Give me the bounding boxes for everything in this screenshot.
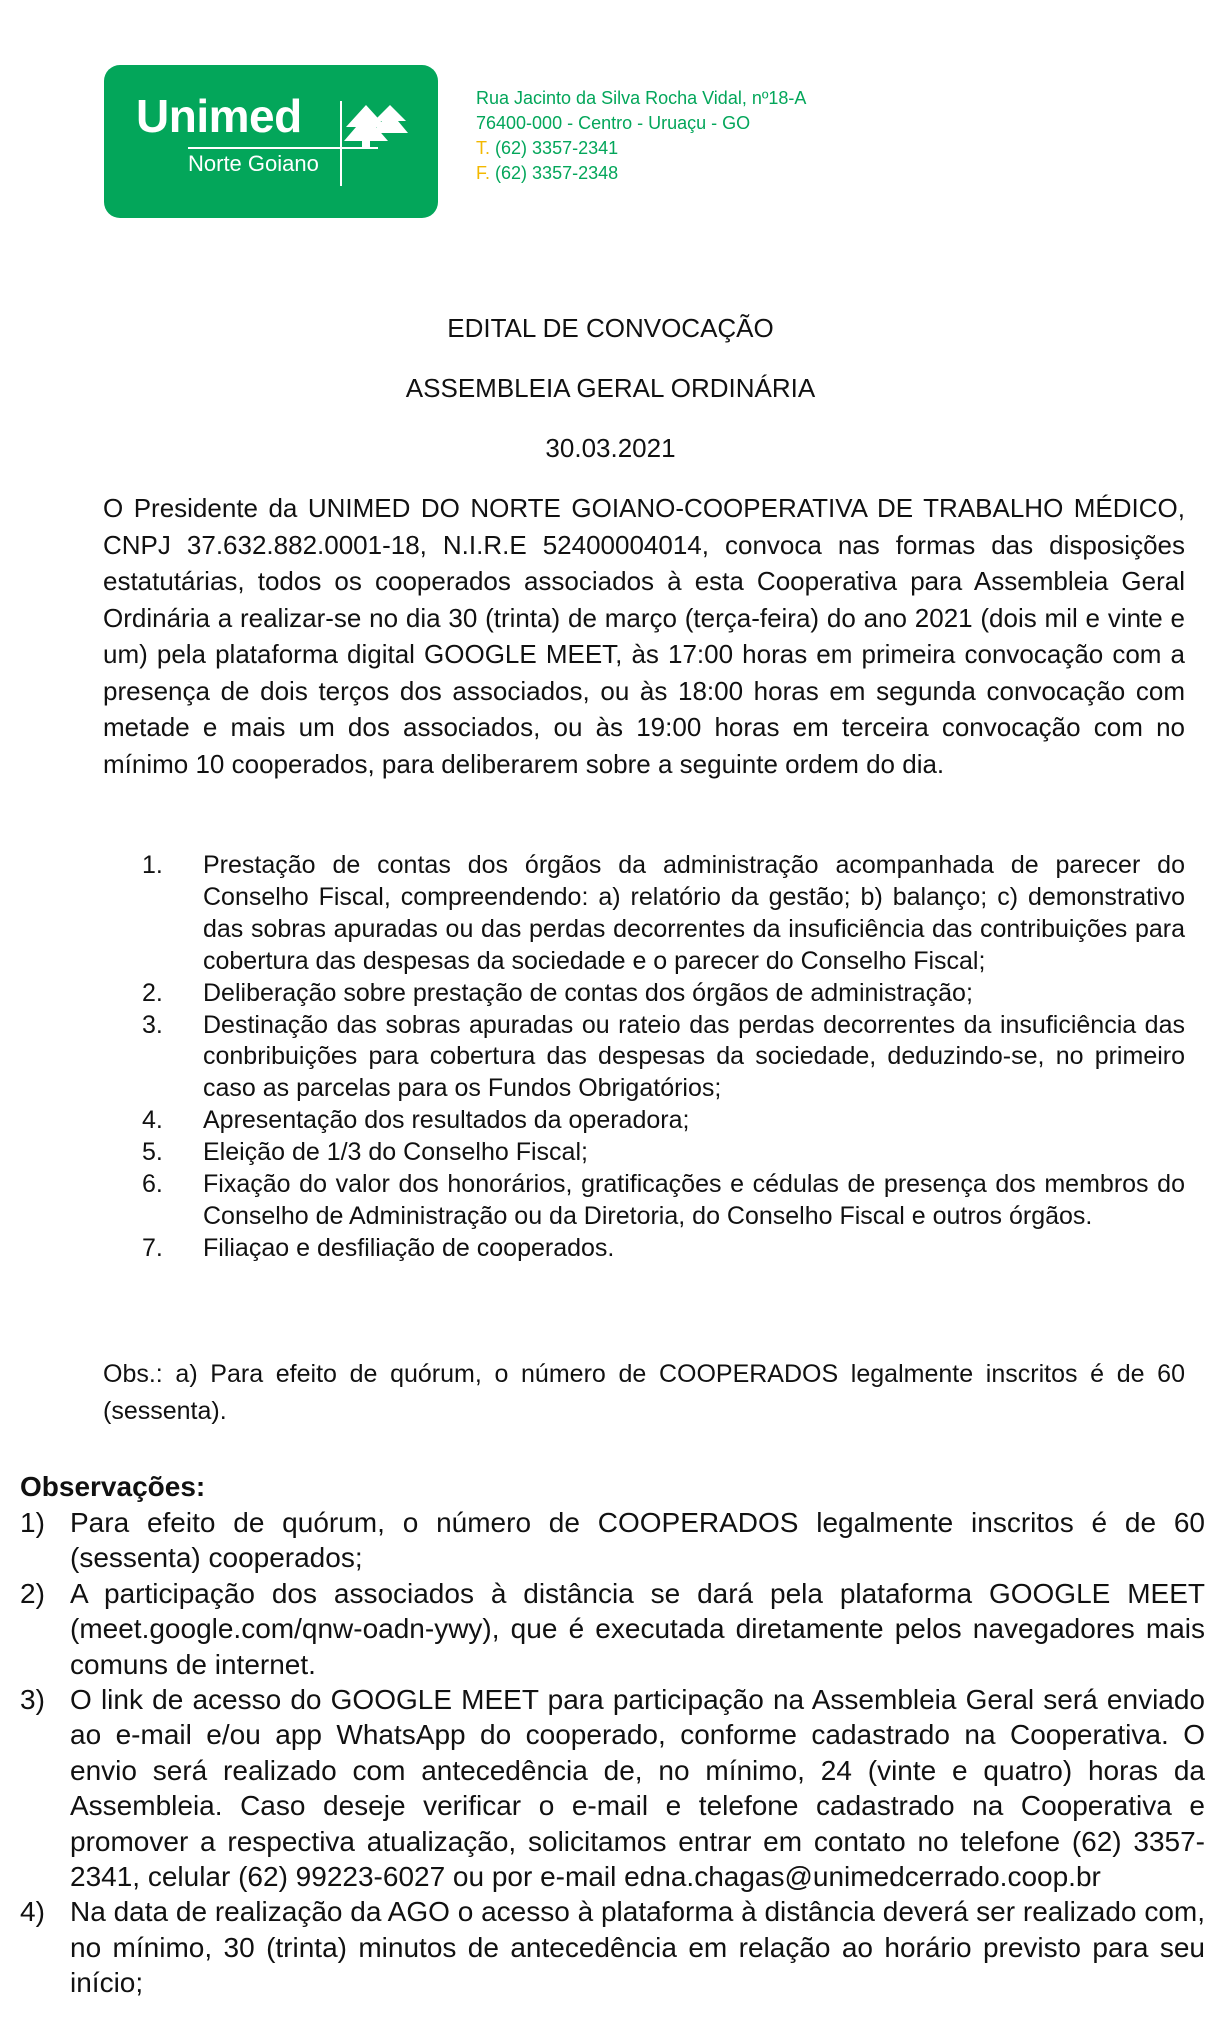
- address-phone: [476, 136, 806, 161]
- logo-wordmark: Unimed: [136, 90, 302, 142]
- phone-number: (62) 3357-2341: [495, 138, 619, 158]
- agenda-item: 1. Prestação de contas dos órgãos da administração acompanhada de parecer do Conselho Fiscal, compreendendo: a) relatório da gestão; b) balanço; c) demonstrativo das sobras apuradas ou das perdas decorrentes da insuficiência das contribuições para cobertura das despesas da sociedade e o parecer do Conselho Fiscal;: [142, 851, 1185, 975]
- observations-list: [20, 1505, 1205, 2001]
- agenda-item: 5. Eleição de 1/3 do Conselho Fiscal;: [142, 1138, 588, 1167]
- observations-heading: Observações:: [20, 1471, 206, 1502]
- agenda-list: [142, 850, 1185, 1265]
- agenda-item: 3. Destinação das sobras apuradas ou rateio das perdas decorrentes da insuficiência das conbribuições para cobertura das despesas da sociedade, deduzindo-se, no primeiro caso as parcelas para os Fundos Obrigatórios;: [142, 1010, 1185, 1103]
- company-address: [476, 86, 806, 186]
- address-fax: [476, 161, 806, 186]
- document-title: EDITAL DE CONVOCAÇÃO: [447, 313, 774, 343]
- phone-label: T.: [476, 138, 491, 158]
- address-street: Rua Jacinto da Silva Rocha Vidal, nº18-A: [476, 88, 807, 108]
- fax-label: F.: [476, 163, 491, 183]
- observation-item: 3) O link de acesso do GOOGLE MEET para participação na Assembleia Geral será enviado ao e-mail e/ou app WhatsApp do cooperado, conforme cadastrado na Cooperativa. O envio será realizado com antecedência de, no mínimo, 24 (vinte e quatro) horas da Assembleia. Caso deseje verificar o e-mail e telefone cadastrado na Cooperativa e promover a respectiva atualização, solicitamos entrar em contato no telefone (62) 3357-2341, celular (62) 99223-6027 ou por e-mail edna.chagas@unimedcerrado.coop.br: [20, 1684, 1205, 1893]
- observation-item: 2) A participação dos associados à distância se dará pela plataforma GOOGLE MEET (meet.google.com/qnw-oadn-ywy), que é executada diretamente pelos navegadores mais comuns de internet.: [20, 1577, 1205, 1680]
- intro-paragraph: O Presidente da UNIMED DO NORTE GOIANO-COOPERATIVA DE TRABALHO MÉDICO, CNPJ 37.632.882.0001-18, N.I.R.E 52400004014, convoca nas formas das disposições estatutárias, todos os cooperados associados à esta Cooperativa para Assembleia Geral Ordinária a realizar-se no dia 30 (trinta) de março (terça-feira) do ano 2021 (dois mil e vinte e um) pela plataforma digital GOOGLE MEET, às 17:00 horas em primeira convocação com a presença de dois terços dos associados, ou às 18:00 horas em segunda convocação com metade e mais um dos associados, ou às 19:00 horas em terceira convocação com no mínimo 10 cooperados, para deliberarem sobre a seguinte ordem do dia.: [103, 493, 1185, 779]
- logo-subtitle: Norte Goiano: [188, 151, 319, 176]
- address-city: 76400-000 - Centro - Uruaçu - GO: [476, 113, 751, 133]
- agenda-item: 6. Fixação do valor dos honorários, gratificações e cédulas de presença dos membros do Conselho de Administração ou da Diretoria, do Conselho Fiscal e outros órgãos.: [142, 1170, 1185, 1230]
- agenda-item: 7. Filiaçao e desfiliação de cooperados.: [142, 1233, 615, 1262]
- fax-number: (62) 3357-2348: [495, 163, 619, 183]
- agenda-item: 4. Apresentação dos resultados da operadora;: [142, 1106, 690, 1135]
- document-subtitle: ASSEMBLEIA GERAL ORDINÁRIA: [405, 373, 816, 403]
- logo-divider-vertical: [340, 101, 342, 186]
- unimed-tree-icon: [344, 101, 414, 151]
- observation-item: 4) Na data de realização da AGO o acesso à plataforma à distância deverá ser realizado com, no mínimo, 30 (trinta) minutos de antecedência em relação ao horário previsto para seu início;: [20, 1896, 1205, 1999]
- quorum-note: Obs.: a) Para efeito de quórum, o número de COOPERADOS legalmente inscritos é de 60 (sessenta).: [103, 1360, 1185, 1425]
- agenda-item: 2. Deliberação sobre prestação de contas dos órgãos de administração;: [142, 978, 973, 1007]
- unimed-logo: [104, 65, 438, 218]
- document-date: 30.03.2021: [545, 433, 676, 463]
- observation-item: 1) Para efeito de quórum, o número de COOPERADOS legalmente inscritos é de 60 (sessenta) cooperados;: [20, 1507, 1205, 1574]
